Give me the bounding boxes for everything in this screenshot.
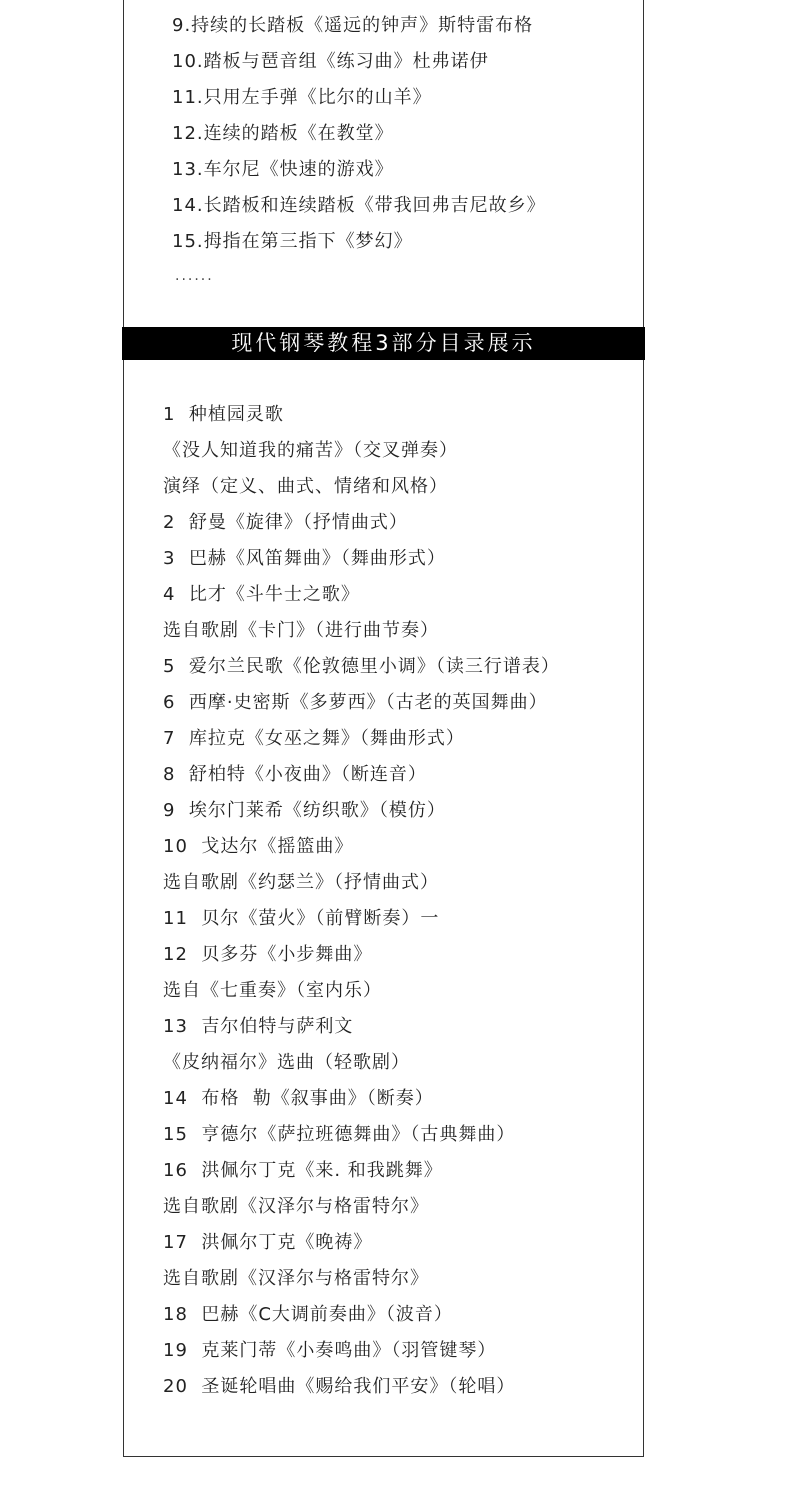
list-item: 10 戈达尔《摇篮曲》 <box>163 836 354 857</box>
list-item: 9 埃尔门莱希《纺织歌》（模仿） <box>163 800 446 821</box>
list-item: 选自歌剧《约瑟兰》（抒情曲式） <box>163 872 439 893</box>
list-item: 3 巴赫《风笛舞曲》（舞曲形式） <box>163 548 446 569</box>
list-item: 10.踏板与琶音组《练习曲》杜弗诺伊 <box>172 51 489 72</box>
list-item: 12 贝多芬《小步舞曲》 <box>163 944 373 965</box>
top-contents-list <box>172 8 546 260</box>
list-item: 2 舒曼《旋律》（抒情曲式） <box>163 512 408 533</box>
list-item: 选自歌剧《汉泽尔与格雷特尔》 <box>163 1196 429 1217</box>
list-item: 5 爱尔兰民歌《伦敦德里小调》（读三行谱表） <box>163 656 560 677</box>
list-item: 19 克莱门蒂《小奏鸣曲》（羽管键琴） <box>163 1340 497 1361</box>
list-item: 15.拇指在第三指下《梦幻》 <box>172 231 413 252</box>
list-item: 13.车尔尼《快速的游戏》 <box>172 159 394 180</box>
list-item: 20 圣诞轮唱曲《赐给我们平安》（轮唱） <box>163 1376 516 1397</box>
list-item: 《没人知道我的痛苦》（交叉弹奏） <box>163 440 458 461</box>
bottom-contents-list <box>163 397 560 1405</box>
list-item: 16 洪佩尔丁克《来. 和我跳舞》 <box>163 1160 443 1181</box>
list-item: 18 巴赫《C大调前奏曲》（波音） <box>163 1304 453 1325</box>
list-item: 7 库拉克《女巫之舞》（舞曲形式） <box>163 728 465 749</box>
section-title: 现代钢琴教程3部分目录展示 <box>122 327 645 360</box>
list-item: 14.长踏板和连续踏板《带我回弗吉尼故乡》 <box>172 195 546 216</box>
list-item: 4 比才《斗牛士之歌》 <box>163 584 360 605</box>
continuation-ellipsis: ...... <box>175 268 214 284</box>
list-item: 11 贝尔《萤火》（前臂断奏）一 <box>163 908 440 929</box>
list-item: 15 亨德尔《萨拉班德舞曲》（古典舞曲） <box>163 1124 516 1145</box>
list-item: 演绎（定义、曲式、情绪和风格） <box>163 476 448 497</box>
list-item: 17 洪佩尔丁克《晚祷》 <box>163 1232 373 1253</box>
list-item: 12.连续的踏板《在教堂》 <box>172 123 394 144</box>
list-item: 选自歌剧《汉泽尔与格雷特尔》 <box>163 1268 429 1289</box>
list-item: 6 西摩·史密斯《多萝西》（古老的英国舞曲） <box>163 692 548 713</box>
list-item: 《皮纳福尔》选曲（轻歌剧） <box>163 1052 410 1073</box>
list-item: 14 布格 勒《叙事曲》（断奏） <box>163 1088 434 1109</box>
list-item: 1 种植园灵歌 <box>163 404 284 425</box>
list-item: 选自《七重奏》（室内乐） <box>163 980 382 1001</box>
list-item: 13 吉尔伯特与萨利文 <box>163 1016 354 1037</box>
list-item: 选自歌剧《卡门》（进行曲节奏） <box>163 620 439 641</box>
list-item: 8 舒柏特《小夜曲》（断连音） <box>163 764 427 785</box>
list-item: 11.只用左手弹《比尔的山羊》 <box>172 87 432 108</box>
list-item: 9.持续的长踏板《遥远的钟声》斯特雷布格 <box>172 15 534 36</box>
